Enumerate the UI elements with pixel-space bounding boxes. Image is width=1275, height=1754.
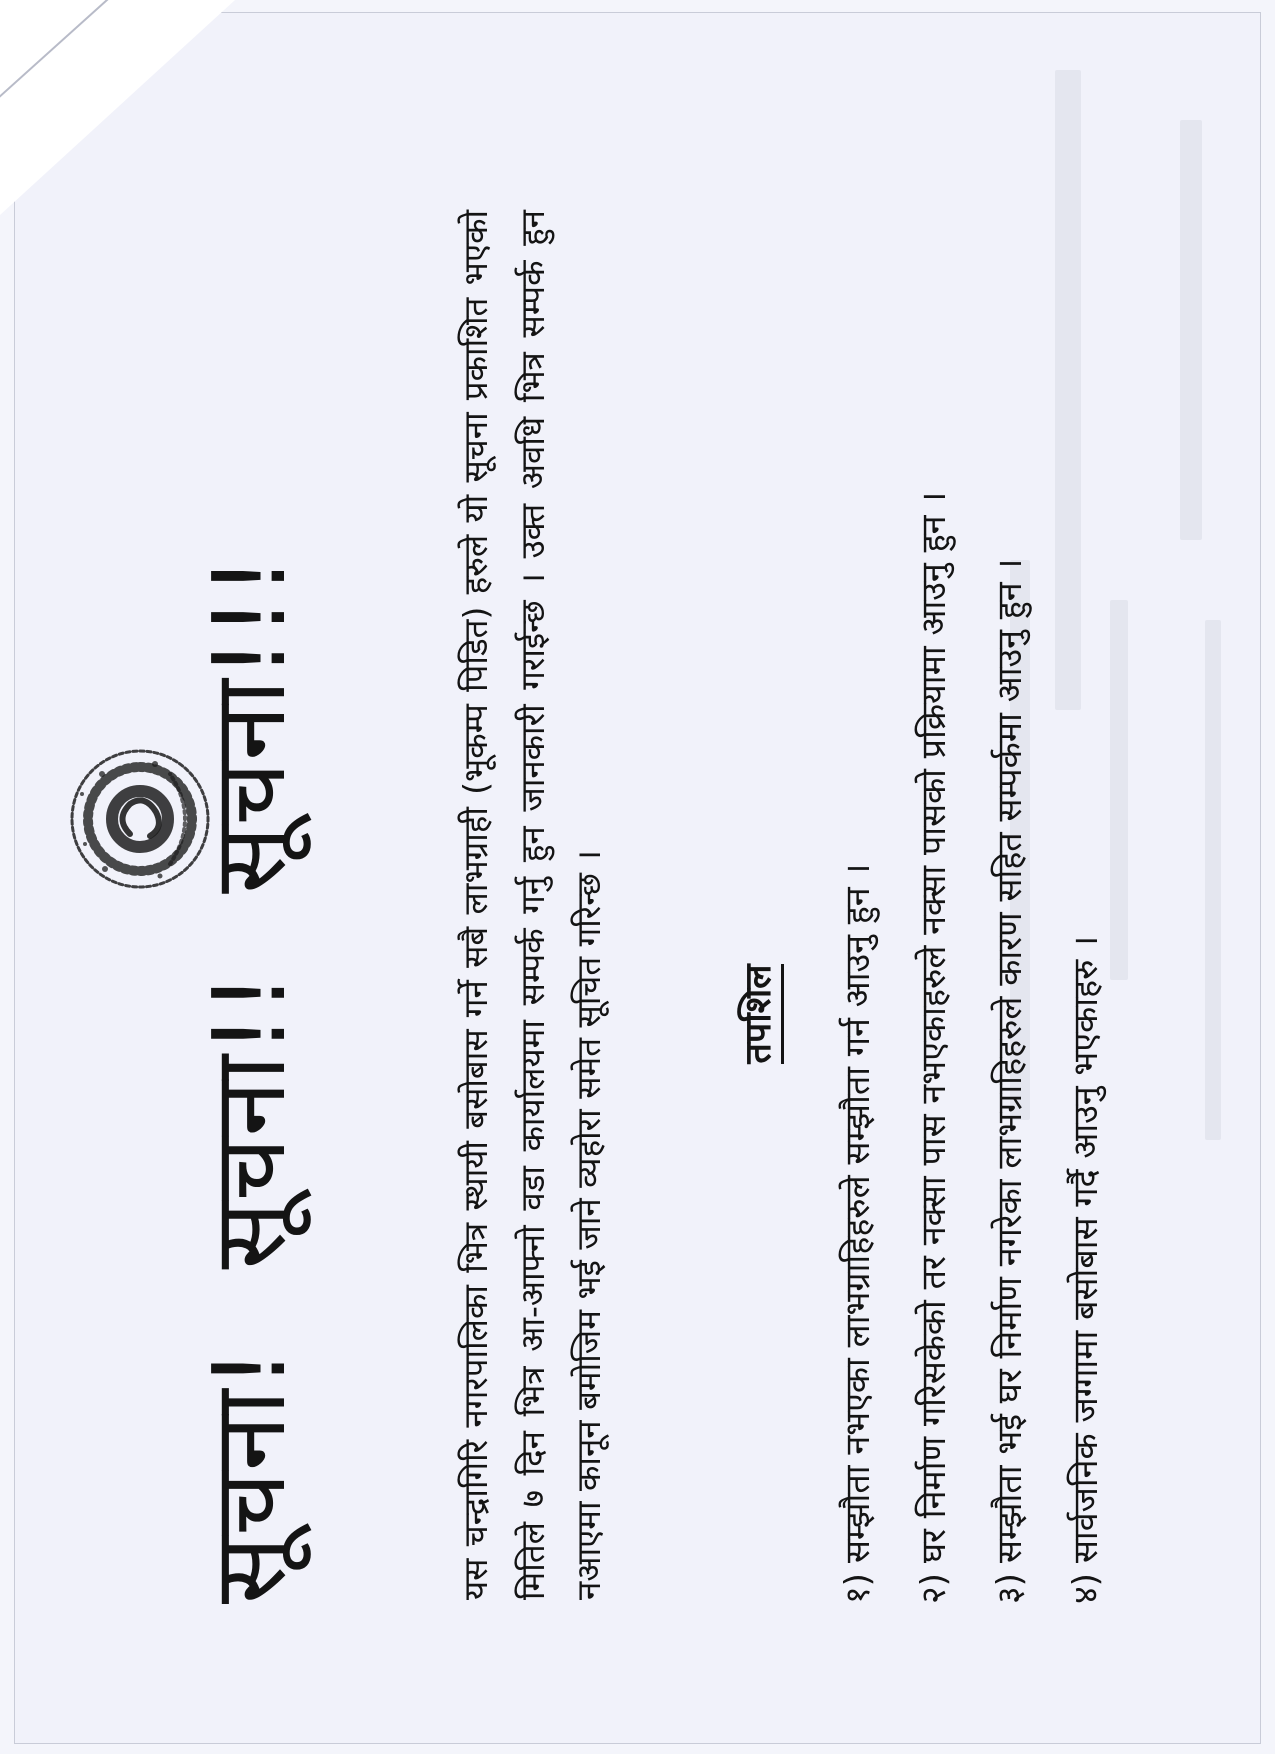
list-item [1048,184,1124,1604]
list-item-text: सम्झौता भई घर निर्माण नगरेका लाभग्राहिहरुले कारण सहित सम्पर्कमा आउनु हुन । [990,558,1030,1564]
list-item-number: २) [914,1573,954,1604]
list-item-number: १) [838,1573,878,1604]
list-item [820,184,896,1604]
list-item-text: घर निर्माण गरिसकेको तर नक्सा पास नभएकाहरुले नक्सा पासको प्रक्रियामा आउनु हुन । [914,491,954,1564]
notice-paragraph: यस चन्द्रागिरि नगरपालिका भित्र स्थायी बसोबास गर्ने सबै लाभग्राही (भूकम्प पिडित) हरुले यो सूचना प्रकाशित भएको मितिले ७ दिन भित्र आ-आफ्नो वडा कार्यालयमा सम्पर्क गर्नु हुन जानकारी गराईन्छ । उक्त अवधि भित्र सम्पर्क हुन नआएमा कानून बमोजिम भई जाने व्यहोरा समेत सूचित गरिन्छ । [456,210,608,1600]
list-item [972,184,1048,1604]
list-item-text: सम्झौता नभएका लाभग्राहिहरुले सम्झौता गर्न आउनु हुन । [838,863,878,1564]
title-word-3: सूचना!!! [191,554,308,894]
list-item-number: ४) [1066,1573,1106,1604]
details-heading-text: तपशिल [738,964,784,1063]
list-item-number: ३) [990,1573,1030,1604]
details-heading [735,834,783,1194]
list-item-text: सार्वजनिक जग्गामा बसोबास गर्दै आउनु भएकाहरु । [1066,935,1106,1564]
list-item [896,184,972,1604]
title-word-2: सूचना!! [191,971,308,1270]
details-list [820,184,1124,1604]
title-word-1: सूचना! [191,1347,308,1604]
municipal-seal-icon [60,714,220,924]
